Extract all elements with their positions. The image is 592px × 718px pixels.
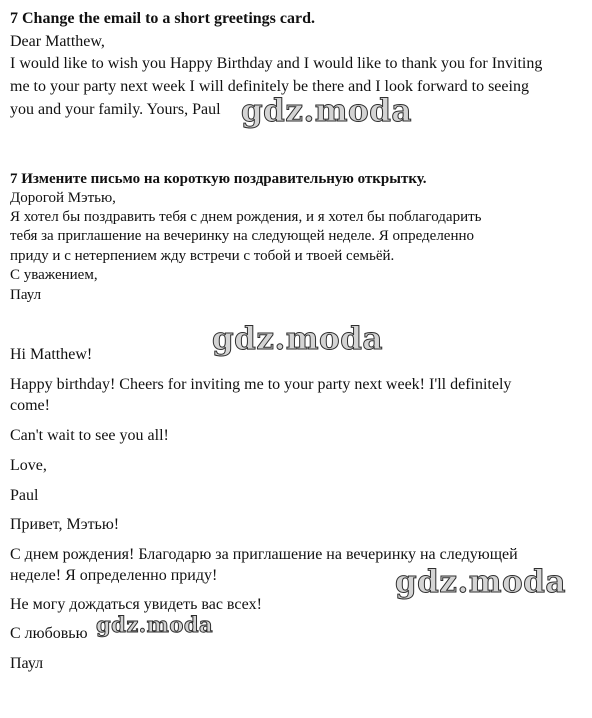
card-signature-en: Paul <box>10 487 39 504</box>
card-message-line-2-ru: неделе! Я определенно приду! <box>10 567 218 584</box>
letter-closing-ru: С уважением, <box>10 267 98 283</box>
card-closing-ru: С любовью <box>10 625 88 642</box>
card-message-line-2-en: come! <box>10 397 50 414</box>
card-greeting-en: Hi Matthew! <box>10 346 93 363</box>
watermark-logo-2: gdz.moda <box>212 321 383 357</box>
card-greeting-ru: Привет, Мэтью! <box>10 516 120 533</box>
letter-body-line-3-en: you and your family. Yours, Paul <box>10 101 221 118</box>
letter-greeting-ru: Дорогой Мэтью, <box>10 190 116 206</box>
card-signature-ru: Паул <box>10 655 44 672</box>
watermark-logo-4: gdz.moda <box>96 612 214 637</box>
watermark-logo-3: gdz.moda <box>395 564 566 600</box>
letter-body-line-2-en: me to your party next week I will definitely be there and I look forward to seeing <box>10 78 529 95</box>
task-heading-en: 7 Change the email to a short greetings card. <box>10 10 315 27</box>
card-message-line-1-ru: С днем рождения! Благодарю за приглашение на вечеринку на следующей <box>10 546 518 563</box>
letter-body-line-1-en: I would like to wish you Happy Birthday and I would like to thank you for Inviting <box>10 55 543 72</box>
watermark-logo-1: gdz.moda <box>241 93 412 129</box>
card-message-line-1-en: Happy birthday! Cheers for inviting me to your party next week! I'll definitely <box>10 376 512 393</box>
letter-greeting-en: Dear Matthew, <box>10 33 105 50</box>
letter-body-line-3-ru: приду и с нетерпением жду встречи с тобой и твоей семьёй. <box>10 248 395 264</box>
card-closing-en: Love, <box>10 457 47 474</box>
letter-body-line-1-ru: Я хотел бы поздравить тебя с днем рождения, и я хотел бы поблагодарить <box>10 209 482 225</box>
letter-body-line-2-ru: тебя за приглашение на вечеринку на следующей неделе. Я определенно <box>10 228 475 244</box>
task-heading-ru: 7 Измените письмо на короткую поздравительную открытку. <box>10 171 427 187</box>
letter-signature-ru: Паул <box>10 287 42 303</box>
card-line2-ru: Не могу дождаться увидеть вас всех! <box>10 596 262 613</box>
card-line2-en: Can't wait to see you all! <box>10 427 169 444</box>
